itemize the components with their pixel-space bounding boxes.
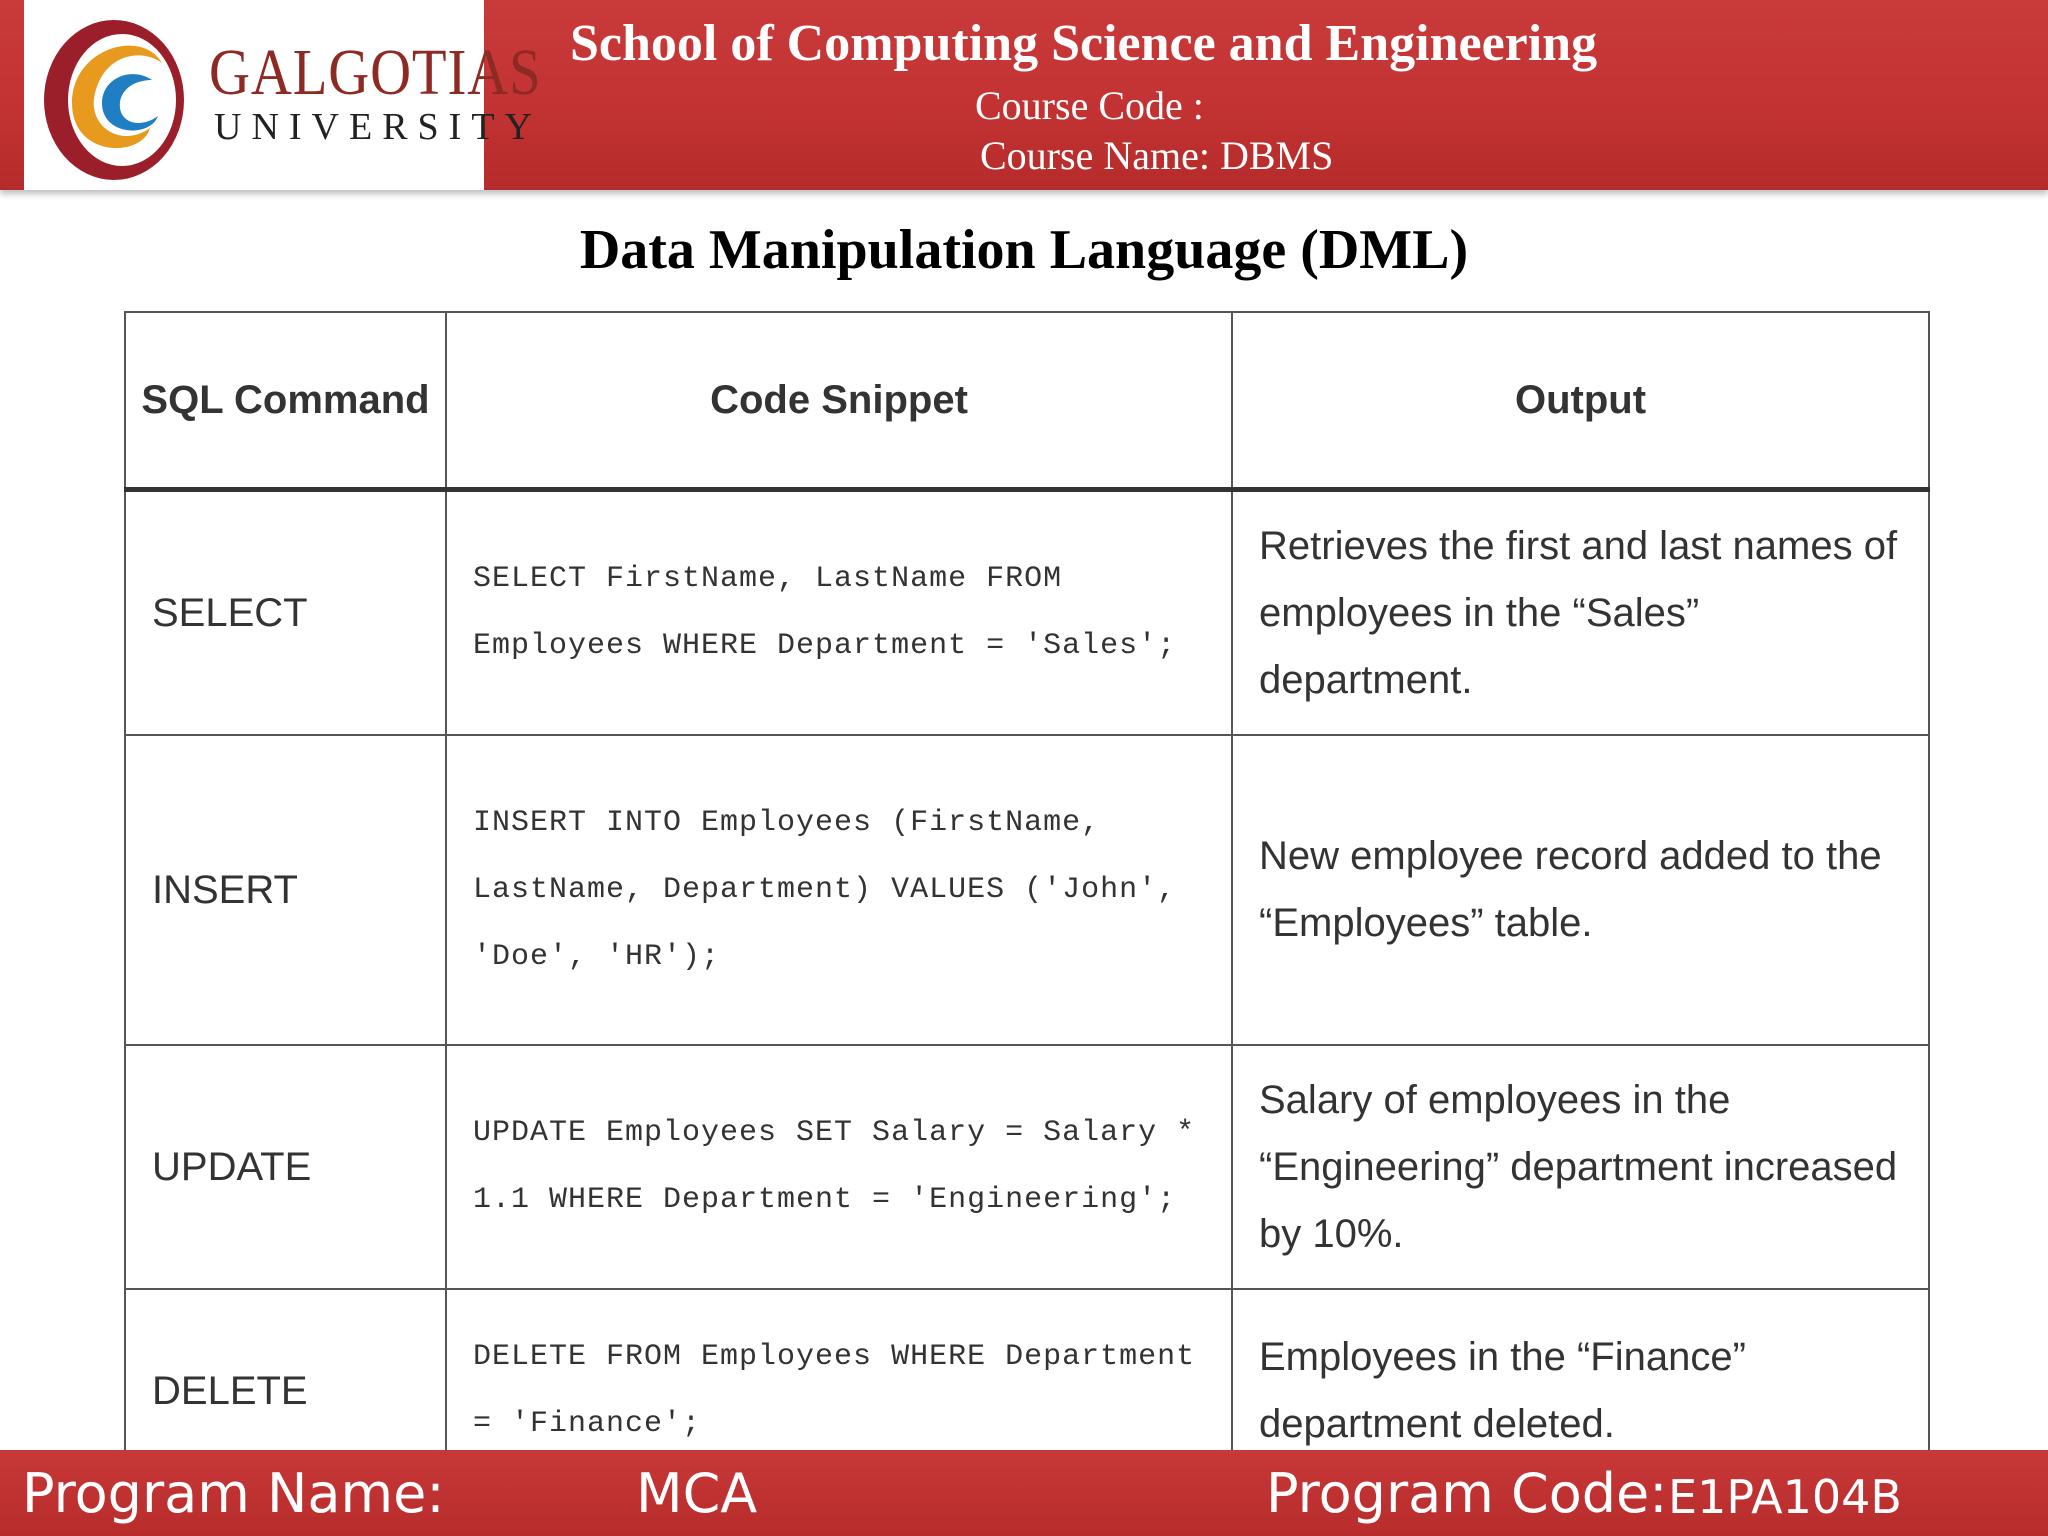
header-sql-command: SQL Command bbox=[125, 312, 446, 490]
code-cell: SELECT FirstName, LastName FROM Employees WHERE Department = 'Sales'; bbox=[446, 490, 1232, 736]
table-row bbox=[125, 735, 1929, 1045]
slide-title: Data Manipulation Language (DML) bbox=[579, 219, 1469, 281]
table-row bbox=[125, 490, 1929, 736]
table-header-row bbox=[125, 312, 1929, 490]
footer-band bbox=[0, 1450, 2048, 1536]
logo-wordmark: GALGOTIAS bbox=[209, 36, 542, 109]
header-code-snippet: Code Snippet bbox=[446, 312, 1232, 490]
logo-subtitle: UNIVERSITY bbox=[214, 106, 542, 148]
table-row bbox=[125, 1045, 1929, 1289]
school-name: School of Computing Science and Engineering bbox=[570, 15, 1598, 72]
code-cell: DELETE FROM Employees WHERE Department = 'Finance'; bbox=[446, 1289, 1232, 1493]
program-code: E1PA104B bbox=[1668, 1470, 1902, 1524]
program-code-label: Program Code: bbox=[1266, 1462, 1668, 1525]
university-logo bbox=[24, 0, 542, 190]
command-cell: SELECT bbox=[125, 490, 446, 736]
program-name: MCA bbox=[636, 1462, 758, 1525]
output-cell: New employee record added to the “Employees” table. bbox=[1232, 735, 1929, 1045]
course-name: Course Name: DBMS bbox=[980, 133, 1334, 178]
output-cell: Retrieves the first and last names of employees in the “Sales” department. bbox=[1232, 490, 1929, 736]
header-output: Output bbox=[1232, 312, 1929, 490]
course-code: Course Code : bbox=[975, 83, 1204, 128]
galgotias-logo-icon bbox=[32, 8, 192, 183]
program-name-label: Program Name: bbox=[22, 1462, 445, 1525]
dml-table bbox=[124, 311, 1930, 1494]
command-cell: DELETE bbox=[125, 1289, 446, 1493]
command-cell: INSERT bbox=[125, 735, 446, 1045]
output-cell: Salary of employees in the “Engineering” department increased by 10%. bbox=[1232, 1045, 1929, 1289]
header-band bbox=[0, 0, 2048, 190]
code-cell: INSERT INTO Employees (FirstName, LastName, Department) VALUES ('John', 'Doe', 'HR'); bbox=[446, 735, 1232, 1045]
code-cell: UPDATE Employees SET Salary = Salary * 1.1 WHERE Department = 'Engineering'; bbox=[446, 1045, 1232, 1289]
command-cell: UPDATE bbox=[125, 1045, 446, 1289]
output-cell: Employees in the “Finance” department deleted. bbox=[1232, 1289, 1929, 1493]
